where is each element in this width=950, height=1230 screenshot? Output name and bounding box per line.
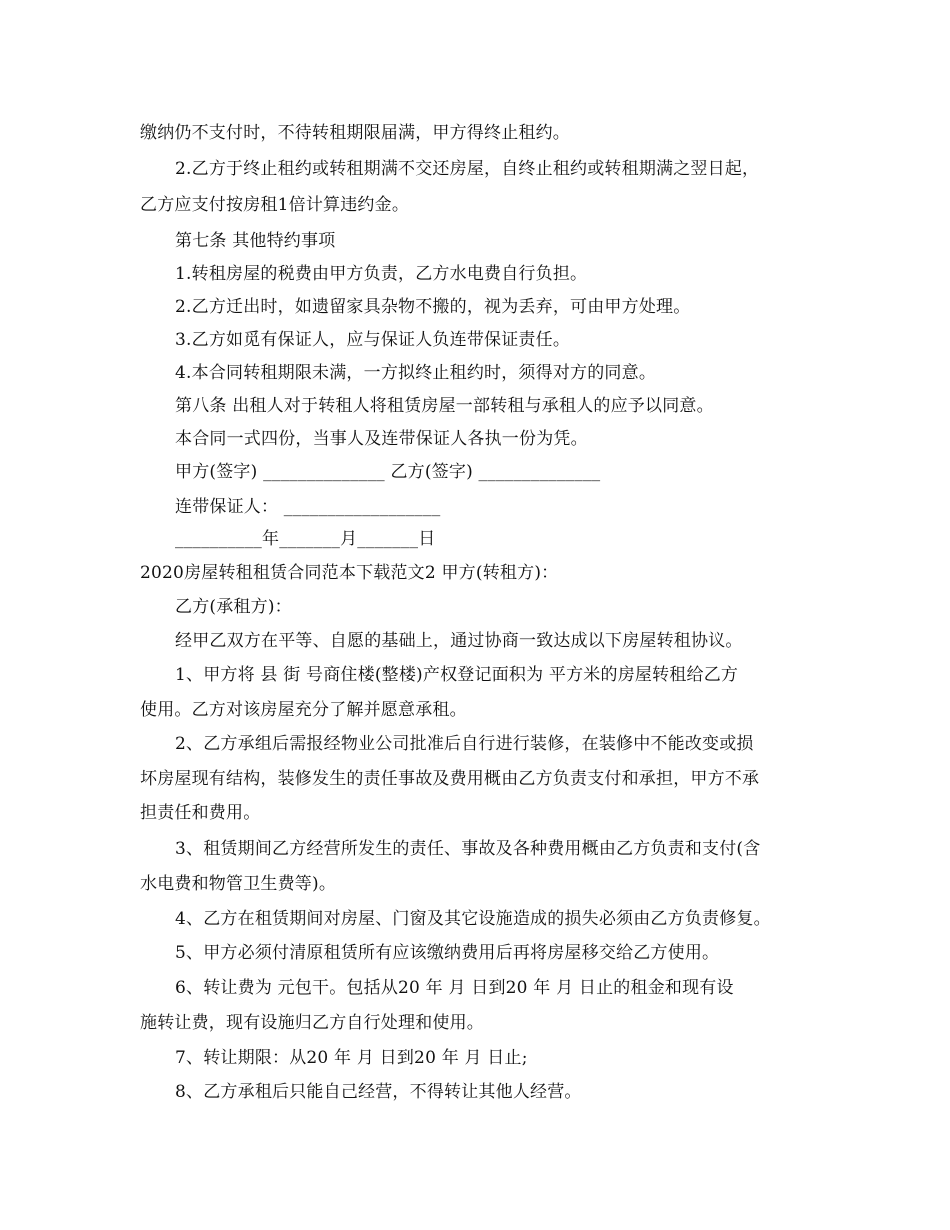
- text-line: 施转让费，现有设施归乙方自行处理和使用。: [140, 1013, 484, 1033]
- date-line: __________年_______月_______日: [175, 529, 436, 549]
- text-line: 2.乙方于终止租约或转租期满不交还房屋，自终止租约或转租期满之翌日起，: [175, 159, 760, 179]
- text-line: 水电费和物管卫生费等)。: [140, 874, 337, 894]
- text-line: 3.乙方如觅有保证人，应与保证人负连带保证责任。: [175, 330, 571, 350]
- text-line: 3、租赁期间乙方经营所发生的责任、事故及各种费用概由乙方负责和支付(含: [175, 839, 761, 859]
- text-line: 8、乙方承租后只能自己经营，不得转让其他人经营。: [175, 1082, 582, 1102]
- text-line: 本合同一式四份，当事人及连带保证人各执一份为凭。: [175, 429, 588, 449]
- section-heading: 第七条 其他特约事项: [175, 231, 336, 251]
- text-line: 坏房屋现有结构，装修发生的责任事故及费用概由乙方负责支付和承担，甲方不承: [140, 769, 760, 789]
- text-line: 经甲乙双方在平等、自愿的基础上，通过协商一致达成以下房屋转租协议。: [175, 631, 743, 651]
- text-line: 5、甲方必须付清原租赁所有应该缴纳费用后再将房屋移交给乙方使用。: [175, 943, 720, 963]
- text-line: 缴纳仍不支付时，不待转租期限届满，甲方得终止租约。: [140, 123, 570, 143]
- text-line: 2.乙方迁出时，如遗留家具杂物不搬的，视为丢弃，可由甲方处理。: [175, 297, 691, 317]
- section-heading: 第八条 出租人对于转租人将租赁房屋一部转租与承租人的应予以同意。: [175, 396, 714, 416]
- text-line: 使用。乙方对该房屋充分了解并愿意承租。: [140, 700, 467, 720]
- signature-line: 甲方(签字) ______________ 乙方(签字) ______________: [175, 462, 601, 482]
- text-line: 2、乙方承组后需报经物业公司批准后自行进行装修，在装修中不能改变或损: [175, 734, 754, 754]
- text-line: 担责任和费用。: [140, 803, 261, 823]
- text-line: 4、乙方在租赁期间对房屋、门窗及其它设施造成的损失必须由乙方负责修复。: [175, 909, 771, 929]
- text-line: 7、转让期限：从20 年 月 日到20 年 月 日止;: [175, 1048, 528, 1068]
- text-line: 4.本合同转租期限未满，一方拟终止租约时，须得对方的同意。: [175, 363, 657, 383]
- guarantor-line: 连带保证人： __________________: [175, 497, 441, 517]
- text-line: 乙方应支付按房租1倍计算违约金。: [140, 195, 410, 215]
- text-line: 1、甲方将 县 街 号商住楼(整楼)产权登记面积为 平方米的房屋转租给乙方: [175, 665, 739, 685]
- text-line: 6、转让费为 元包干。包括从20 年 月 日到20 年 月 日止的租金和现有设: [175, 978, 734, 998]
- text-line: 乙方(承租方)：: [175, 597, 292, 617]
- document-title: 2020房屋转租租赁合同范本下载范文2 甲方(转租方)：: [140, 563, 559, 583]
- text-line: 1.转租房屋的税费由甲方负责，乙方水电费自行负担。: [175, 264, 588, 284]
